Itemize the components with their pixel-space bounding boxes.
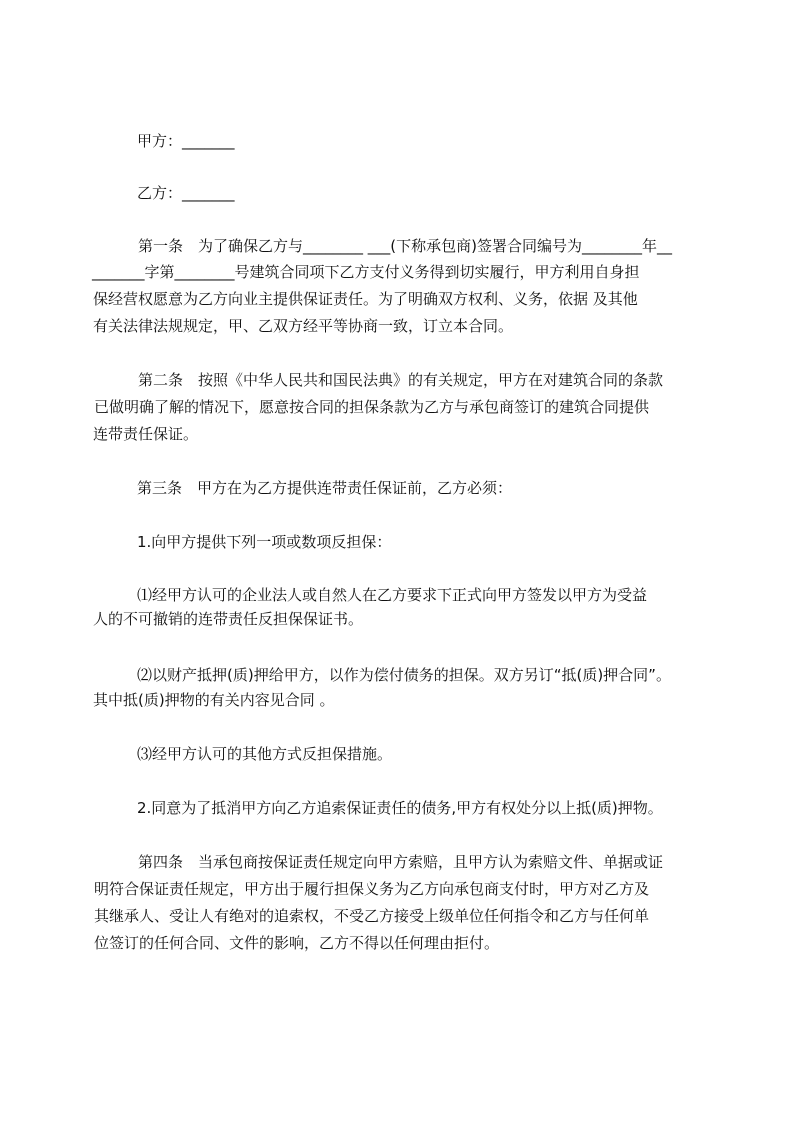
item-2: 2.同意为了抵消甲方向乙方追索保证责任的债务,甲方有权处分以上抵(质)押物。 (137, 799, 663, 817)
sub-item-1-line: 人的不可撤销的连带责任反担保保证书。 (93, 610, 364, 628)
sub-item-2-line: ⑵以财产抵押(质)押给甲方，以作为偿付债务的担保。双方另订“抵(质)押合同”。 (137, 666, 671, 684)
article-4-line: 位签订的任何合同、文件的影响，乙方不得以任何理由拒付。 (94, 934, 500, 952)
article-2-line: 第二条 按照《中华人民共和国民法典》的有关规定，甲方在对建筑合同的条款 (138, 371, 664, 389)
sub-item-1-line: ⑴经甲方认可的企业法人或自然人在乙方要求下正式向甲方签发以甲方为受益 (137, 586, 648, 604)
article-4-line: 第四条 当承包商按保证责任规定向甲方索赔，且甲方认为索赔文件、单据或证 (138, 853, 664, 871)
sub-item-2-line: 其中抵(质)押物的有关内容见合同 。 (93, 691, 335, 709)
article-1-line: _______字第________号建筑合同项下乙方支付义务得到切实履行，甲方利用自身担 (92, 263, 640, 281)
party-b-line: 乙方：_______ (137, 184, 235, 202)
article-4-line: 明符合保证责任规定，甲方出于履行担保义务为乙方向承包商支付时，甲方对乙方及 (94, 880, 650, 898)
article-2-line: 连带责任保证。 (93, 425, 199, 443)
item-1: 1.向甲方提供下列一项或数项反担保： (137, 533, 392, 551)
article-1-line: 有关法律法规规定，甲、乙双方经平等协商一致，订立本合同。 (93, 317, 514, 335)
article-1-line: 第一条 为了确保乙方与________ ___(下称承包商)签署合同编号为________年__ (138, 237, 672, 255)
party-a-line: 甲方：_______ (137, 132, 235, 150)
article-4-line: 其继承人、受让人有绝对的追索权，不受乙方接受上级单位任何指令和乙方与任何单 (94, 907, 650, 925)
sub-item-3: ⑶经甲方认可的其他方式反担保措施。 (137, 745, 393, 763)
article-3: 第三条 甲方在为乙方提供连带责任保证前，乙方必须： (137, 479, 513, 497)
article-1-line: 保经营权愿意为乙方向业主提供保证责任。为了明确双方权利、义务，依据 及其他 (93, 290, 638, 308)
article-2-line: 已做明确了解的情况下，愿意按合同的担保条款为乙方与承包商签订的建筑合同提供 (94, 398, 650, 416)
